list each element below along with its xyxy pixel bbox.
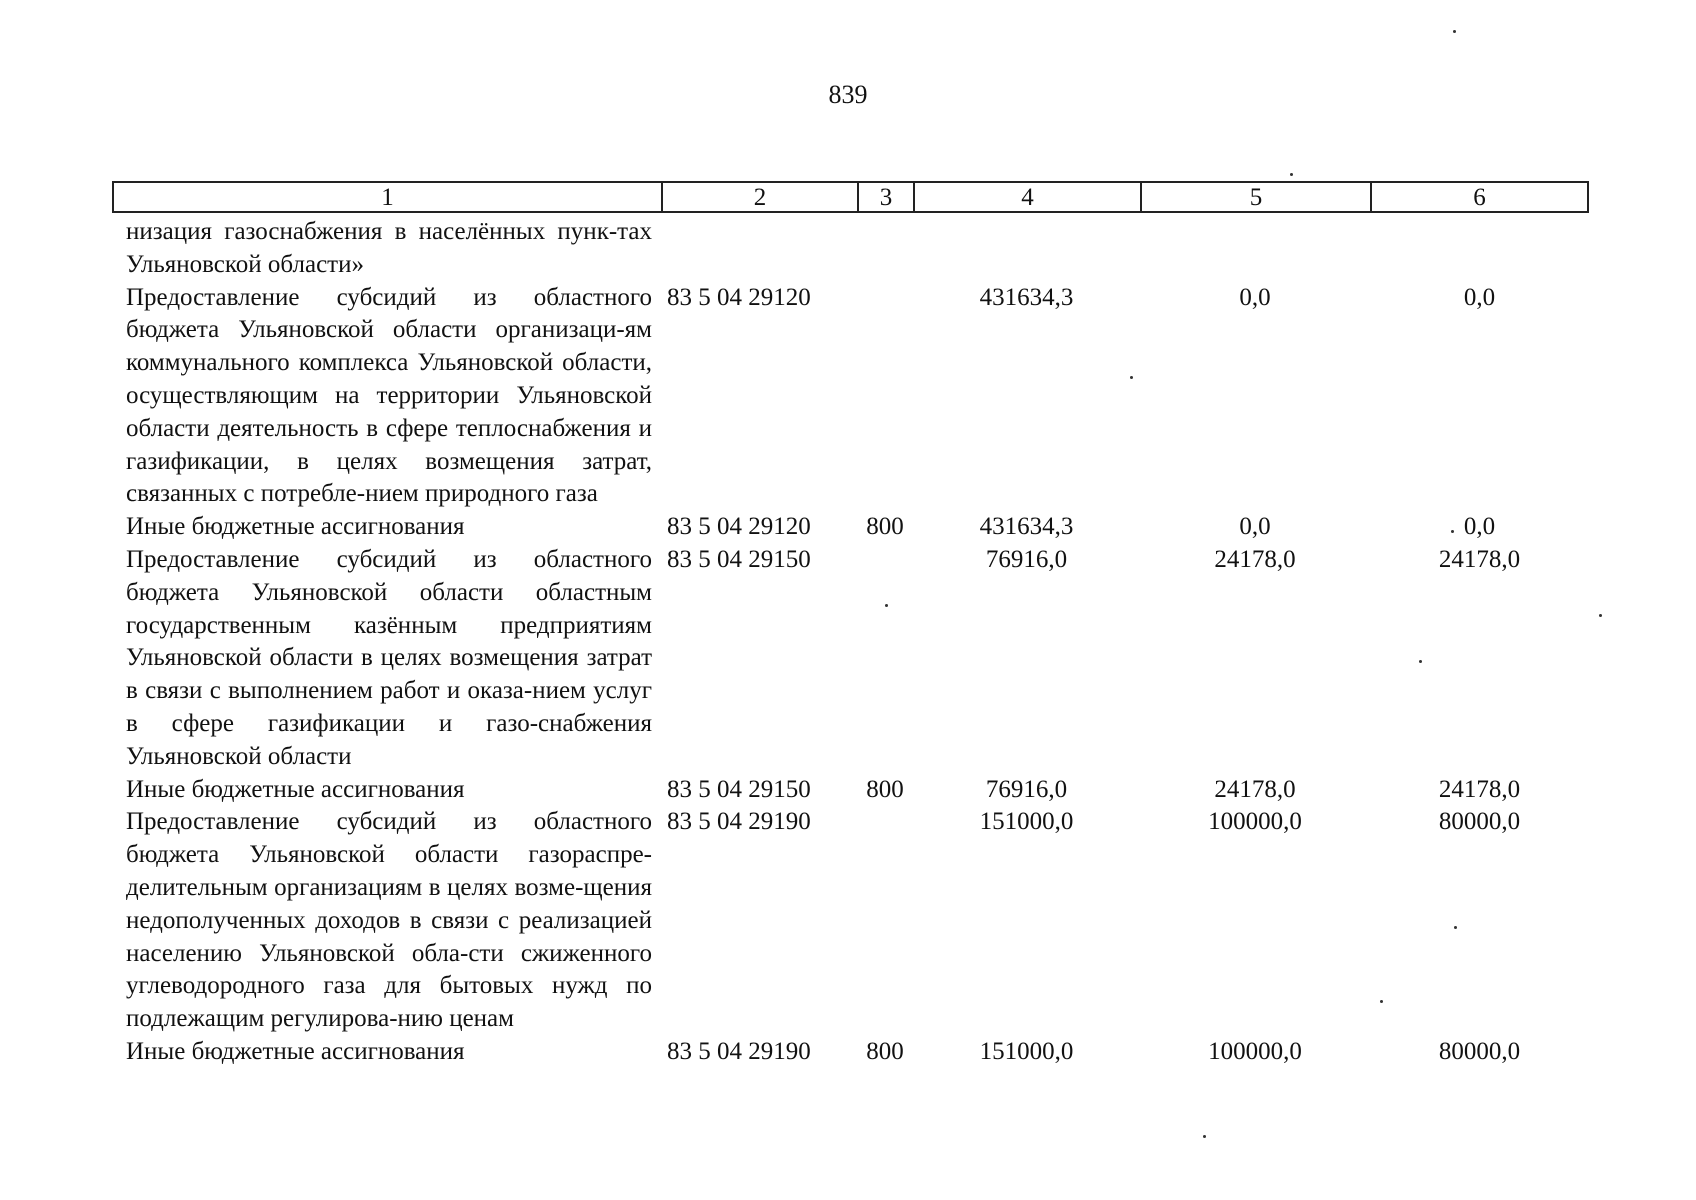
- page-number: 839: [828, 80, 868, 109]
- scan-speck: [1380, 1000, 1383, 1003]
- scan-speck: [1451, 530, 1454, 533]
- row-value-5: 24178,0: [1214, 775, 1296, 803]
- header-col-1: 1: [114, 183, 663, 211]
- row-value-4: 76916,0: [985, 545, 1068, 573]
- row-value-6: 0,0: [1463, 513, 1496, 541]
- scan-speck: [1454, 926, 1457, 929]
- header-col-4: 4: [915, 183, 1142, 211]
- row-type: 800: [866, 1037, 904, 1065]
- row-type: 800: [866, 513, 904, 541]
- row-value-5: [1140, 216, 1370, 282]
- table-row: [112, 544, 1589, 774]
- row-code: 83 5 04 29150: [667, 545, 811, 573]
- row-value-6: 80000,0: [1438, 808, 1521, 836]
- row-value-4: 76916,0: [985, 775, 1068, 803]
- row-value-6: 0,0: [1463, 283, 1496, 311]
- table-row: [112, 511, 1589, 544]
- row-value-5: 24178,0: [1214, 545, 1296, 573]
- header-col-2: 2: [663, 183, 859, 211]
- header-col-3: 3: [859, 183, 915, 211]
- row-type: [857, 282, 913, 512]
- scan-speck: [1419, 660, 1422, 663]
- row-description: Иные бюджетные ассигнования: [126, 775, 465, 803]
- scan-speck: [1599, 614, 1602, 617]
- row-type: 800: [866, 775, 904, 803]
- table-row: [112, 774, 1589, 807]
- table-header: [112, 181, 1589, 213]
- row-type: [857, 544, 913, 774]
- row-value-5: 0,0: [1239, 283, 1271, 311]
- scan-speck: [1453, 30, 1456, 33]
- row-description: низация газоснабжения в населённых пунк-тах Ульяновской области»: [126, 218, 652, 278]
- scan-speck: [885, 604, 888, 607]
- table-row: [112, 282, 1589, 512]
- row-type: [857, 806, 913, 1036]
- header-col-6: 6: [1473, 183, 1486, 211]
- row-value-6: 80000,0: [1438, 1037, 1521, 1065]
- table-row: [112, 806, 1589, 1036]
- scan-speck: [1290, 173, 1293, 176]
- row-value-4: 151000,0: [979, 1037, 1074, 1065]
- row-value-6: 24178,0: [1438, 775, 1521, 803]
- row-code: 83 5 04 29190: [667, 1037, 811, 1065]
- table-row: [112, 216, 1589, 282]
- scan-speck: [1130, 376, 1133, 379]
- row-code: 83 5 04 29190: [667, 808, 811, 836]
- row-description: Иные бюджетные ассигнования: [126, 513, 465, 541]
- row-code: 83 5 04 29150: [667, 775, 811, 803]
- table-body: [112, 216, 1589, 1069]
- row-description: Предоставление субсидий из областного бюджета Ульяновской области газораспре-делительным организациям в целях возме-щения недополученных доходов в связи с реализацией населению Ульяновской обла-сти сжиженного углеводородного газа для бытовых нужд по подлежащим регулирова-нию ценам: [126, 808, 652, 1033]
- row-description: Предоставление субсидий из областного бюджета Ульяновской области областным государственным казённым предприятиям Ульяновской области в целях возмещения затрат в связи с выполнением работ и оказа-нием услуг в сфере газификации и газо-снабжения Ульяновской области: [126, 545, 652, 770]
- row-value-5: 0,0: [1239, 513, 1271, 541]
- row-value-4: [913, 216, 1140, 282]
- row-value-5: 100000,0: [1208, 808, 1302, 836]
- row-value-5: 100000,0: [1208, 1037, 1302, 1065]
- row-description: Предоставление субсидий из областного бюджета Ульяновской области организаци-ям коммунального комплекса Ульяновской области, осуществляющим на территории Ульяновской области деятельность в сфере теплоснабжения и газификации, в целях возмещения затрат, связанных с потребле-нием природного газа: [126, 283, 652, 508]
- row-type: [857, 216, 913, 282]
- row-code: 83 5 04 29120: [667, 513, 811, 541]
- row-description: Иные бюджетные ассигнования: [126, 1037, 465, 1065]
- header-col-5: 5: [1142, 183, 1372, 211]
- row-code: [652, 216, 857, 282]
- row-value-4: 431634,3: [979, 283, 1074, 311]
- row-value-4: 431634,3: [979, 513, 1074, 541]
- row-value-4: 151000,0: [979, 808, 1074, 836]
- row-value-6: 24178,0: [1438, 545, 1521, 573]
- table-row: [112, 1036, 1589, 1069]
- scan-speck: [1203, 1135, 1206, 1138]
- row-code: 83 5 04 29120: [667, 283, 811, 311]
- row-value-6: [1370, 216, 1589, 282]
